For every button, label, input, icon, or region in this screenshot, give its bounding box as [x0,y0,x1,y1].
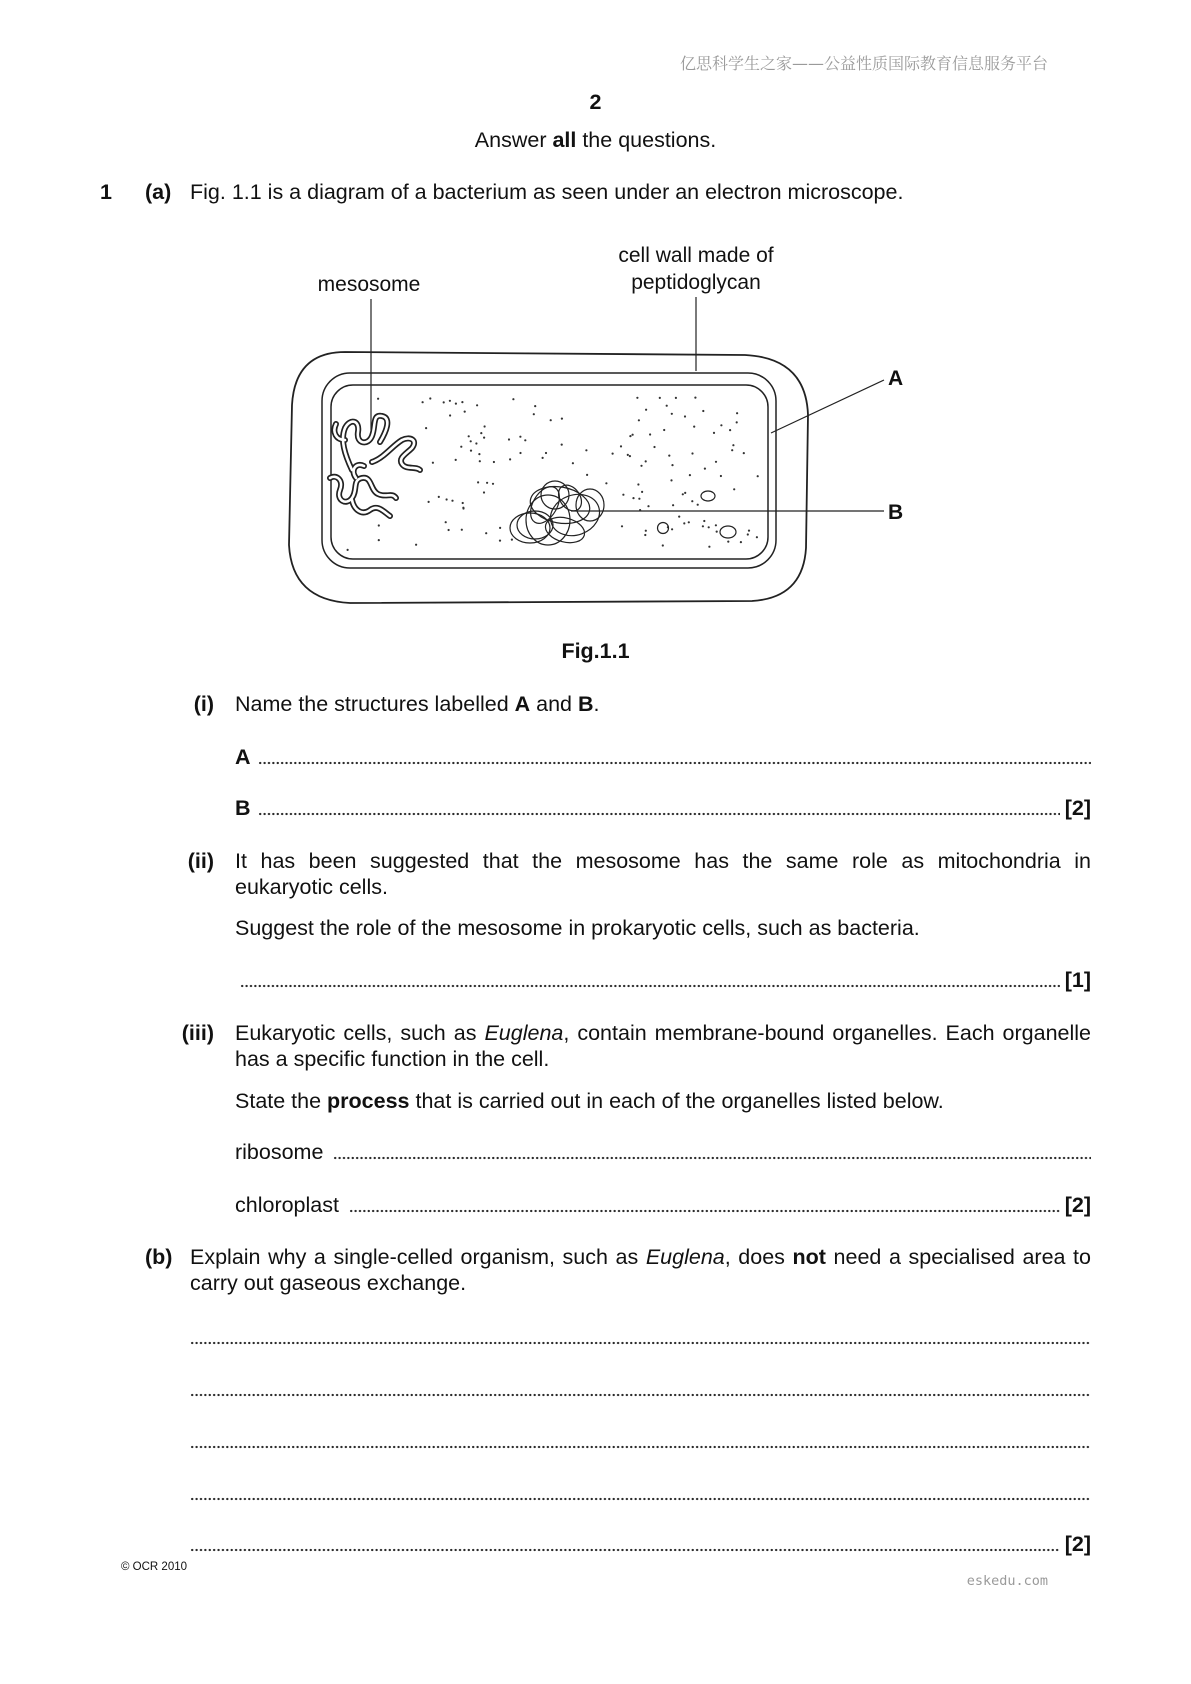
ribosome-dot [629,435,631,437]
text-segment: need a specialised area to carry out gaseous exchange. [190,1245,1091,1295]
part-a-i-label: (i) [193,692,214,716]
ribosome-dot [666,405,668,407]
ribosome-dot [422,401,424,403]
ribosome-dot [429,397,431,399]
ribosome-dot [671,413,673,415]
ribosome-dot [659,397,661,399]
ribosome-dot [509,458,511,460]
answer-B-label: B [235,796,251,820]
ribosome-dot [449,414,451,416]
part-a-iii-text [235,1020,1091,1072]
ribosome-dot [622,494,624,496]
ribosome-dot [704,468,706,470]
dotted-answer-line[interactable] [333,1139,1091,1165]
text-segment: Explain why a single-celled organism, such as [190,1245,646,1269]
part-a-i-prompt [235,691,600,717]
text-segment: , contain membrane-bound organelles. Each organelle has a specific function in the cell. [235,1021,1092,1071]
ribosome-dot [653,446,655,448]
ribosome-dot [476,404,478,406]
ribosome-dot [708,546,710,548]
ribosome-dot [627,454,629,456]
text-emphasis: not [792,1245,826,1269]
ribosome-dot [647,505,649,507]
prompt-text: Name the structures labelled [235,692,515,716]
ribosome-dot [470,450,472,452]
marks-badge: [1] [1064,968,1091,992]
question-number: 1 [100,180,112,204]
ribosome-dot [585,449,587,451]
label-B: B [888,501,904,524]
ribosome-dot [743,452,745,454]
ribosome-dot [561,418,563,420]
site-watermark: eskedu.com [966,1573,1048,1589]
ribosome-dot [438,496,440,498]
ribosome-dot [484,425,486,427]
ribosome-dot [645,409,647,411]
part-b-label: (b) [145,1245,173,1269]
nucleoid-dna [510,481,605,547]
dotted-answer-line[interactable] [190,1531,1060,1557]
ribosome-dot [688,521,690,523]
dotted-answer-line[interactable] [190,1376,1091,1402]
ribosome-dot [492,483,494,485]
ribosome-dot [694,397,696,399]
prompt-text: . [593,692,600,716]
inclusion-granule [720,526,736,538]
ribosome-dot [499,527,501,529]
ribosome-dot [461,529,463,531]
ribosome-dot [637,483,639,485]
mesosome [330,416,420,516]
answer-line-b-3[interactable] [190,1428,1091,1454]
text-segment: Eukaryotic cells, such as [235,1021,485,1045]
answer-line-b-1[interactable] [190,1324,1091,1350]
ribosome-dot [702,410,704,412]
ribosome-dot [550,419,552,421]
instruction [0,127,1191,153]
ribosome-dot [446,498,448,500]
ribosome-dot [519,452,521,454]
ribosome-dot [636,397,638,399]
ribosome-dot [682,493,684,495]
ribosome-dot [572,462,574,464]
ribosome-dot [638,498,640,500]
ribosome-dot [670,479,672,481]
ribosome-dot [641,491,643,493]
mesosome-label: mesosome [317,273,421,296]
ribosome-dot [377,398,379,400]
ribosome-dot [542,457,544,459]
ribosome-dot [545,452,547,454]
ribosome-dot [639,509,641,511]
ribosome-dot [428,501,430,503]
ribosome-dot [720,424,722,426]
answer-line-B[interactable] [235,795,1091,821]
ribosome-dot [478,453,480,455]
prompt-emphasis: B [578,692,594,716]
ribosome-dot [713,432,715,434]
ribosome-dot [451,500,453,502]
ribosome-dot [524,439,526,441]
text-segment: , does [724,1245,793,1269]
ribosome-dot [455,403,457,405]
ribosome-dot [757,475,759,477]
ribosome-dot [731,449,733,451]
ribosome-dot [708,526,710,528]
ribosome-dot [378,524,380,526]
ribosome-dot [480,432,482,434]
ribosome-dot [493,461,495,463]
header-watermark: 亿思科学生之家——公益性质国际教育信息服务平台 [679,54,1048,73]
marks-badge: [2] [1064,1532,1091,1556]
ribosome-dot [740,541,742,543]
ribosome-dot [445,521,447,523]
ribosome-dot [486,482,488,484]
cell-membrane-outer [322,373,776,568]
prompt-emphasis: process [327,1089,410,1113]
answer-A-label: A [235,745,251,769]
dotted-answer-line[interactable] [258,744,1091,770]
ribosome-dot [449,400,451,402]
prompt-text: and [530,692,578,716]
ribosome-dot [461,401,463,403]
dotted-answer-line[interactable] [190,1428,1091,1454]
ribosome-dot [678,516,680,518]
ribosome-dot [533,413,535,415]
ribosome-dot [640,465,642,467]
ribosome-dot [462,507,464,509]
ribosome-dot [732,444,734,446]
answer-line-b-5[interactable] [190,1531,1091,1557]
ribosome-dot [644,534,646,536]
prompt-text: that is carried out in each of the organelles listed below. [409,1089,944,1113]
ribosome-dot [605,482,607,484]
ribosome-dot [662,544,664,546]
label-A: A [888,367,904,390]
ribosome-dot [455,459,457,461]
ribosome-dot [475,442,477,444]
part-a-ii-prompt: Suggest the role of the mesosome in prokaryotic cells, such as bacteria. [235,916,920,940]
part-a-iii-prompt [235,1088,944,1114]
inclusion-granule [658,523,669,534]
bacterium-diagram [270,230,920,620]
ribosome-dot [629,455,631,457]
inclusion-granule [701,491,715,501]
part-a-ii-text: It has been suggested that the mesosome has the same role as mitochondria in eukaryotic cells. [235,849,1091,899]
ribosome-dot [561,444,563,446]
ribosome-dot [464,411,466,413]
ribosome-dot [703,520,705,522]
ribosome-dot [477,481,479,483]
organelle-label: chloroplast [235,1193,339,1217]
ribosome-dot [632,497,634,499]
ribosome-dot [483,491,485,493]
dotted-answer-line[interactable] [258,795,1060,821]
ribosome-dot [691,452,693,454]
ribosome-dot [689,474,691,476]
ribosome-dot [347,549,349,551]
answer-line-A[interactable] [235,744,1091,770]
ribosome-dot [468,435,470,437]
ribosome-dot [720,475,722,477]
ribosome-dot [432,462,434,464]
ribosome-dot [425,427,427,429]
instruction-emphasis: all [552,128,577,152]
ribosome-dot [668,455,670,457]
organism-name: Euglena [645,1245,725,1269]
organelle-label: ribosome [235,1140,324,1164]
ribosome-dot [748,530,750,532]
ribosome-dot [534,405,536,407]
ribosome-dot [443,401,445,403]
ribosome-dot [485,532,487,534]
marks-badge: [2] [1064,1193,1091,1217]
cell-wall-label-line2: peptidoglycan [631,271,761,294]
part-a-stem: Fig. 1.1 is a diagram of a bacterium as seen under an electron microscope. [190,180,904,204]
instruction-text: the questions. [576,128,717,152]
answer-line-ribosome[interactable] [235,1139,1091,1165]
ribosome-dot [691,500,693,502]
instruction-text: Answer [474,128,553,152]
dotted-answer-line[interactable] [190,1324,1091,1350]
ribosome-dot [645,530,647,532]
ribosome-dot [729,429,731,431]
ribosome-dot [727,541,729,543]
ribosome-dot [716,531,718,533]
ribosome-dot [460,446,462,448]
page-number: 2 [589,90,602,114]
ribosome-dot [621,525,623,527]
ribosome-dot [632,434,634,436]
ribosome-dot [697,504,699,506]
ribosome-dot [684,415,686,417]
ribosome-dot [479,460,481,462]
ribosome-dot [462,502,464,504]
ribosome-dot [683,522,685,524]
ribosome-dot [736,421,738,423]
ribosome-dot [672,504,674,506]
dotted-answer-line[interactable] [349,1192,1060,1218]
ribosome-dot [663,429,665,431]
ribosome-dot [508,438,510,440]
ribosome-dot [736,412,738,414]
ribosome-dot [470,440,472,442]
ribosome-dot [715,461,717,463]
part-a-iii-label: (iii) [181,1021,214,1045]
ribosome-dot [733,488,735,490]
copyright-notice: © OCR 2010 [121,1561,188,1573]
answer-line-ii[interactable] [240,967,1091,993]
ribosome-dot [693,426,695,428]
answer-line-b-2[interactable] [190,1376,1091,1402]
prompt-text: State the [235,1089,328,1113]
ribosome-dot [747,533,749,535]
ribosome-dot [756,536,758,538]
ribosome-dot [649,433,651,435]
cell-wall-label-line1: cell wall made of [618,244,774,267]
ribosome-dot [499,540,501,542]
ribosome-dot [715,524,717,526]
label-A-leader-line [771,380,884,433]
ribosome-dot [645,460,647,462]
ribosome-dot [512,398,514,400]
ribosome-dot [483,437,485,439]
ribosome-dot [415,544,417,546]
ribosome-dot [448,529,450,531]
answer-line-b-4[interactable] [190,1480,1091,1506]
ribosome-dot [638,419,640,421]
ribosome-dot [612,453,614,455]
ribosome-dot [378,539,380,541]
ribosome-dot [671,528,673,530]
answer-line-chloroplast[interactable] [235,1192,1091,1218]
part-a-ii-label: (ii) [187,849,214,873]
marks-badge: [2] [1064,796,1091,820]
ribosome-dot [702,525,704,527]
figure-caption: Fig.1.1 [561,639,630,663]
ribosome-dot [511,539,513,541]
ribosome-dot [586,474,588,476]
prompt-emphasis: A [514,692,531,716]
dotted-answer-line[interactable] [240,967,1060,993]
ribosome-dot [675,397,677,399]
ribosome-dot [671,464,673,466]
ribosome-dot [684,492,686,494]
dotted-answer-line[interactable] [190,1480,1091,1506]
part-a-label: (a) [145,180,172,204]
ribosome-dot [519,436,521,438]
ribosome-dot [620,445,622,447]
organism-name: Euglena [484,1021,564,1045]
part-b-text [190,1244,1091,1296]
